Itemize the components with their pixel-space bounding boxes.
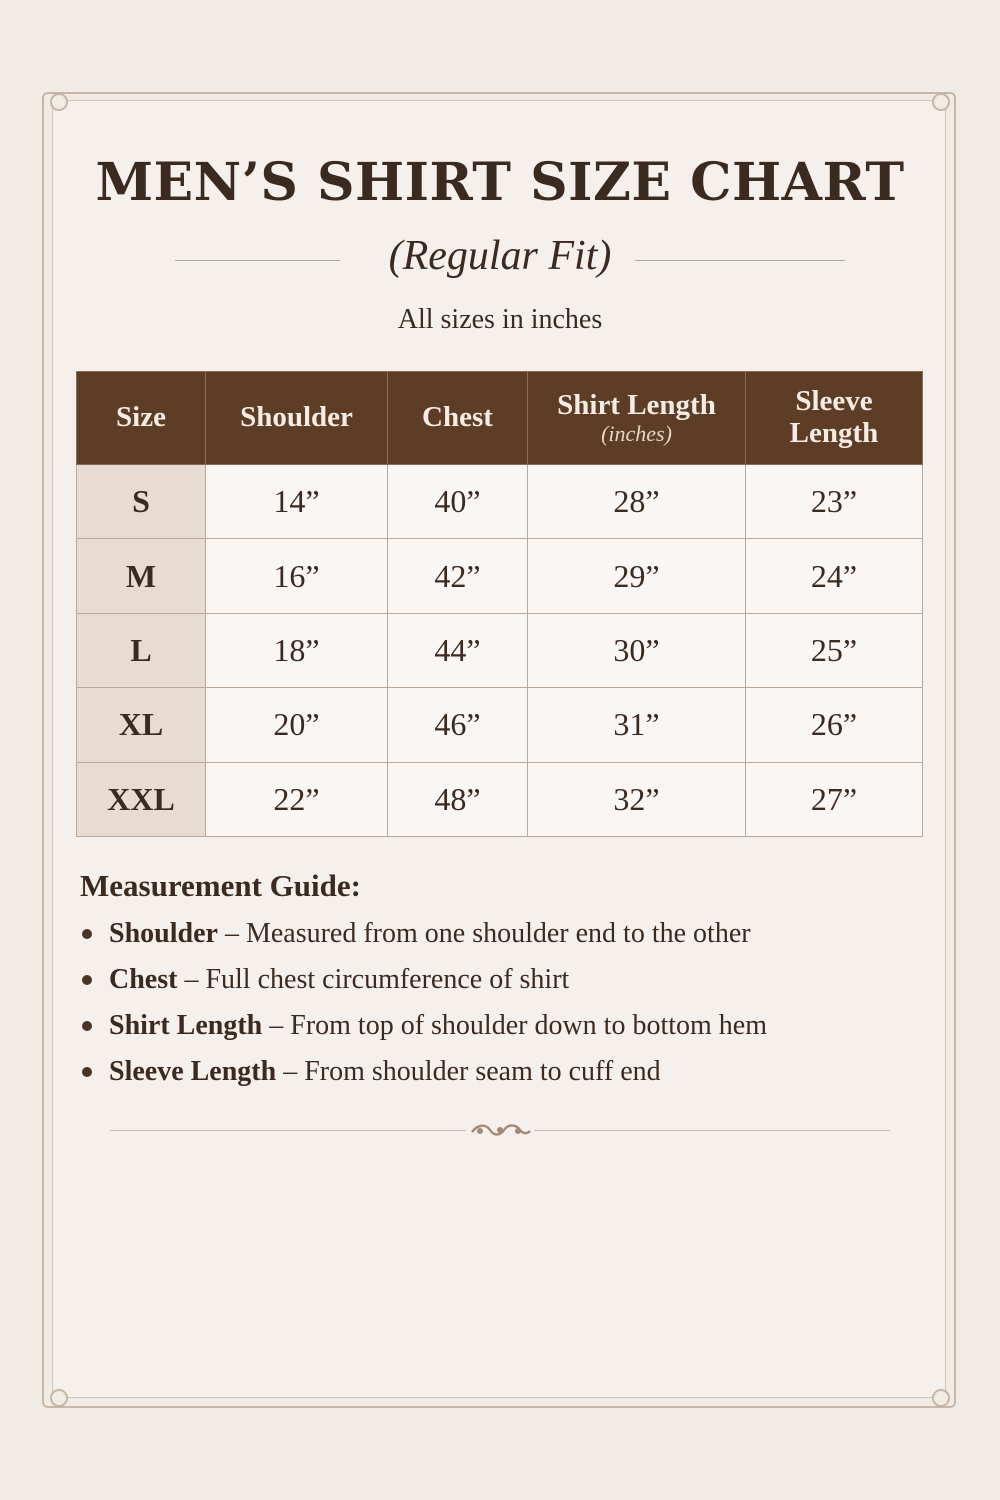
sleeve-length-cell: 23” (746, 465, 923, 539)
corner-ornament-top-right (932, 93, 950, 111)
shoulder-cell: 22” (206, 762, 388, 836)
guide-term: Shirt Length (109, 1010, 263, 1041)
shirt-length-cell: 30” (528, 613, 746, 687)
chest-cell: 44” (388, 613, 528, 687)
size-cell: L (77, 613, 206, 687)
chest-cell: 40” (388, 465, 528, 539)
table-row (77, 539, 923, 613)
bullet-icon (82, 975, 92, 985)
size-table (76, 371, 923, 837)
sleeve-length-cell: 24” (746, 539, 923, 613)
page-subtitle: (Regular Fit) (388, 233, 612, 279)
shoulder-cell: 20” (206, 688, 388, 762)
units-note: All sizes in inches (397, 304, 603, 335)
header-shoulder (206, 372, 388, 465)
measurement-guide-list (80, 914, 940, 1098)
size-cell: S (77, 465, 206, 539)
header-chest (388, 372, 528, 465)
shoulder-cell: 16” (206, 539, 388, 613)
guide-term: Sleeve Length (109, 1056, 277, 1087)
guide-term: Chest (109, 964, 178, 995)
bullet-icon (82, 1021, 92, 1031)
chest-cell: 46” (388, 688, 528, 762)
header-size-label: Size (116, 401, 166, 434)
table-header-row (77, 372, 923, 465)
measurement-guide-title: Measurement Guide: (80, 868, 361, 903)
subtitle-row (0, 232, 1000, 288)
header-sleeve-length (746, 372, 923, 465)
shoulder-cell: 18” (206, 613, 388, 687)
header-shoulder-label: Shoulder (240, 401, 353, 434)
header-sleeve-length-line1: Sleeve (795, 385, 873, 418)
table-row (77, 465, 923, 539)
header-shirt-length (528, 372, 746, 465)
list-item (80, 1052, 940, 1098)
table-row (77, 762, 923, 836)
guide-description: – From shoulder seam to cuff end (276, 1056, 661, 1087)
page-title: MEN’S SHIRT SIZE CHART (95, 152, 905, 213)
corner-ornament-bottom-left (50, 1389, 68, 1407)
subtitle-right-rule (635, 260, 845, 261)
guide-description: – Full chest circumference of shirt (177, 964, 570, 995)
header-size (77, 372, 206, 465)
list-item (80, 1006, 940, 1052)
chest-cell: 42” (388, 539, 528, 613)
flourish-ornament-icon (466, 1118, 534, 1142)
size-cell: M (77, 539, 206, 613)
header-sleeve-length-line2: Length (789, 417, 879, 449)
list-item (80, 960, 940, 1006)
sleeve-length-cell: 25” (746, 613, 923, 687)
size-cell: XL (77, 688, 206, 762)
sleeve-length-cell: 27” (746, 762, 923, 836)
corner-ornament-top-left (50, 93, 68, 111)
bullet-icon (82, 929, 92, 939)
guide-description: – From top of shoulder down to bottom hem (262, 1010, 768, 1041)
shirt-length-cell: 31” (528, 688, 746, 762)
table-row (77, 613, 923, 687)
shirt-length-cell: 29” (528, 539, 746, 613)
list-item (80, 914, 940, 960)
table-row (77, 688, 923, 762)
guide-term: Shoulder (109, 918, 218, 949)
shirt-length-cell: 32” (528, 762, 746, 836)
bullet-icon (82, 1067, 92, 1077)
header-shirt-length-unit: (inches) (601, 420, 672, 446)
size-cell: XXL (77, 762, 206, 836)
sleeve-length-cell: 26” (746, 688, 923, 762)
chest-cell: 48” (388, 762, 528, 836)
header-chest-label: Chest (422, 401, 493, 434)
header-shirt-length-label: Shirt Length (557, 388, 716, 421)
corner-ornament-bottom-right (932, 1389, 950, 1407)
guide-description: – Measured from one shoulder end to the other (217, 918, 751, 949)
shirt-length-cell: 28” (528, 465, 746, 539)
shoulder-cell: 14” (206, 465, 388, 539)
